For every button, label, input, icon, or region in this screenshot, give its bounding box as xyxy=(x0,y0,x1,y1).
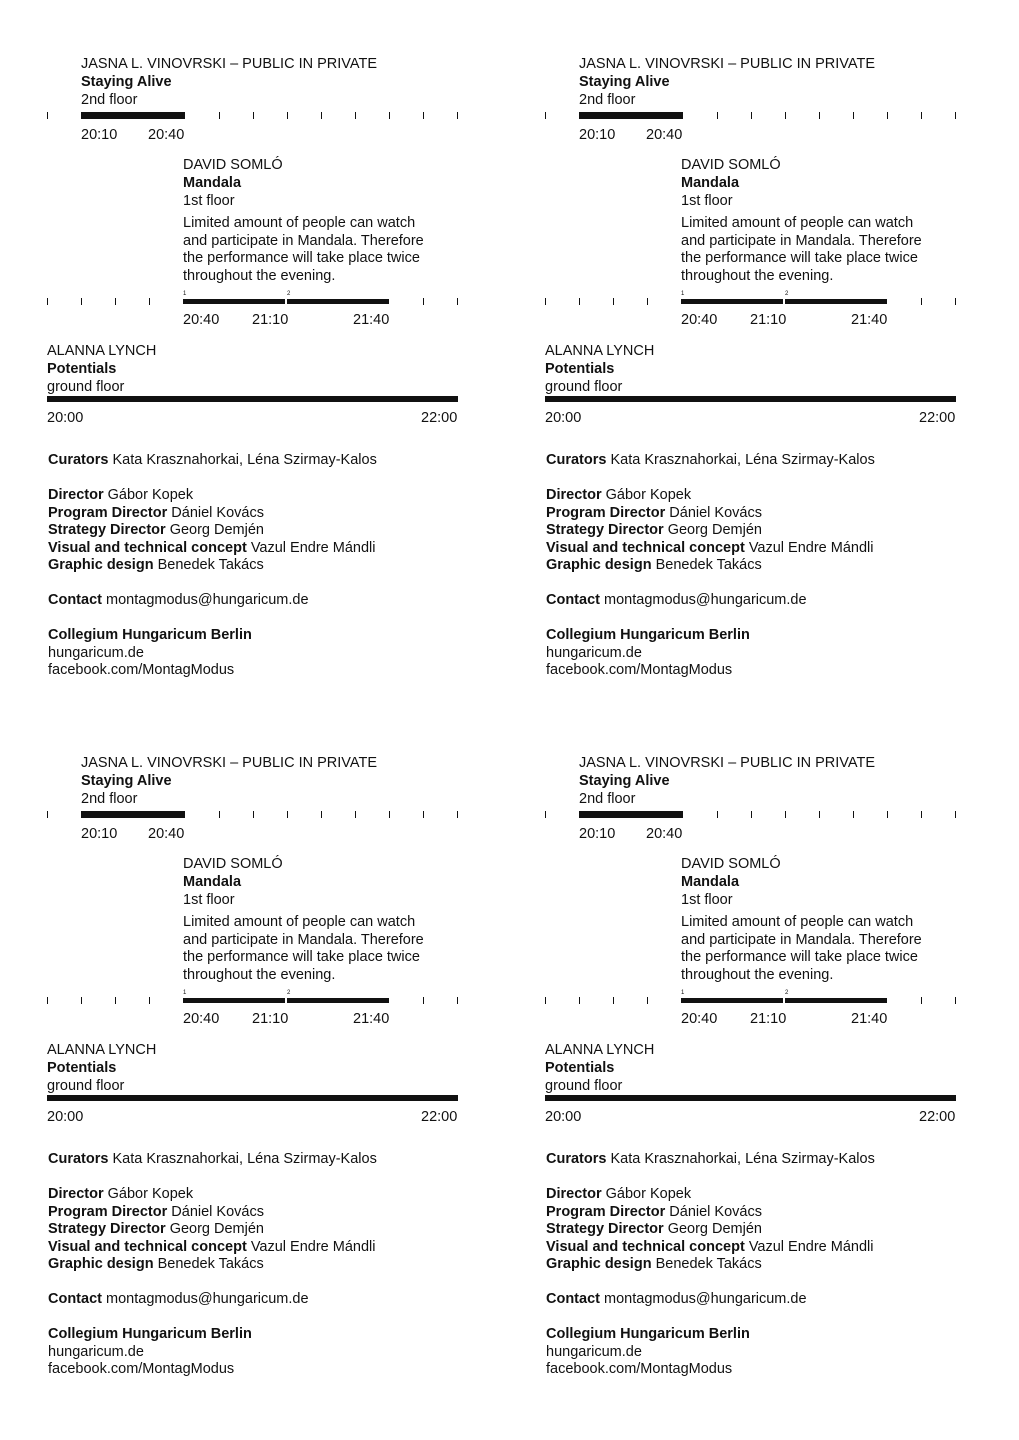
credit-strategy-director: Strategy Director Georg Demjén xyxy=(48,522,264,539)
jasna-title: Staying Alive xyxy=(579,773,670,789)
credit-program-director: Program Director Dániel Kovács xyxy=(48,504,264,521)
jasna-start-time: 20:10 xyxy=(579,826,616,842)
alanna-title: Potentials xyxy=(47,1060,117,1076)
jasna-floor: 2nd floor xyxy=(579,791,636,807)
david-artist: DAVID SOMLÓ xyxy=(681,157,781,173)
credit-contact: Contact montagmodus@hungaricum.de xyxy=(48,1291,309,1307)
credit-visual-concept: Visual and technical concept Vazul Endre Mándli xyxy=(48,1238,376,1255)
jasna-floor: 2nd floor xyxy=(81,92,138,108)
alanna-title: Potentials xyxy=(47,361,117,377)
jasna-start-time: 20:10 xyxy=(81,127,118,143)
david-title: Mandala xyxy=(681,874,740,890)
jasna-title: Staying Alive xyxy=(81,773,172,789)
david-session-1-label: 1 xyxy=(183,291,187,297)
alanna-end-time: 22:00 xyxy=(421,1109,458,1125)
credit-graphic-design: Graphic design Benedek Takács xyxy=(48,557,264,574)
david-artist: DAVID SOMLÓ xyxy=(681,856,781,872)
institution-website[interactable]: hungaricum.de xyxy=(48,1343,144,1360)
david-time-3: 21:40 xyxy=(851,1011,888,1027)
credit-curators: Curators Kata Krasznahorkai, Léna Szirmay-Kalos xyxy=(48,1151,377,1167)
david-session-2-label: 2 xyxy=(287,990,291,996)
institution-name: Collegium Hungaricum Berlin xyxy=(546,1326,750,1342)
institution-facebook[interactable]: facebook.com/MontagModus xyxy=(546,1361,733,1378)
credit-strategy-director: Strategy Director Georg Demjén xyxy=(546,522,762,539)
david-title: Mandala xyxy=(681,175,740,191)
institution-facebook[interactable]: facebook.com/MontagModus xyxy=(48,662,235,679)
alanna-start-time: 20:00 xyxy=(47,1109,84,1125)
credit-contact: Contact montagmodus@hungaricum.de xyxy=(546,592,807,608)
alanna-artist: ALANNA LYNCH xyxy=(47,1042,157,1058)
alanna-end-time: 22:00 xyxy=(421,410,458,426)
david-time-2: 21:10 xyxy=(750,1011,787,1027)
jasna-floor: 2nd floor xyxy=(81,791,138,807)
david-time-3: 21:40 xyxy=(353,312,390,328)
credit-curators: Curators Kata Krasznahorkai, Léna Szirmay-Kalos xyxy=(546,452,875,468)
alanna-timeline xyxy=(47,1095,458,1101)
alanna-floor: ground floor xyxy=(47,1078,125,1094)
credit-director: Director Gábor Kopek xyxy=(48,487,194,503)
jasna-end-time: 20:40 xyxy=(148,127,185,143)
credit-director: Director Gábor Kopek xyxy=(546,487,692,503)
david-time-1: 20:40 xyxy=(183,312,220,328)
institution-facebook[interactable]: facebook.com/MontagModus xyxy=(546,662,733,679)
david-artist: DAVID SOMLÓ xyxy=(183,157,283,173)
david-floor: 1st floor xyxy=(681,892,733,908)
alanna-start-time: 20:00 xyxy=(47,410,84,426)
david-note: Limited amount of people can watch and participate in Mandala. Therefore the performance will take place twice throughout the evening. xyxy=(183,914,424,983)
david-time-3: 21:40 xyxy=(851,312,888,328)
program-card xyxy=(545,755,965,1435)
jasna-end-time: 20:40 xyxy=(646,826,683,842)
david-time-1: 20:40 xyxy=(183,1011,220,1027)
credit-curators: Curators Kata Krasznahorkai, Léna Szirmay-Kalos xyxy=(48,452,377,468)
jasna-artist: JASNA L. VINOVRSKI – PUBLIC IN PRIVATE xyxy=(81,755,377,771)
credit-strategy-director: Strategy Director Georg Demjén xyxy=(546,1221,762,1238)
david-artist: DAVID SOMLÓ xyxy=(183,856,283,872)
credit-contact: Contact montagmodus@hungaricum.de xyxy=(48,592,309,608)
alanna-start-time: 20:00 xyxy=(545,410,582,426)
jasna-artist: JASNA L. VINOVRSKI – PUBLIC IN PRIVATE xyxy=(579,56,875,72)
alanna-floor: ground floor xyxy=(47,379,125,395)
jasna-title: Staying Alive xyxy=(579,74,670,90)
alanna-end-time: 22:00 xyxy=(919,410,956,426)
david-session-1-label: 1 xyxy=(681,291,685,297)
alanna-end-time: 22:00 xyxy=(919,1109,956,1125)
alanna-floor: ground floor xyxy=(545,1078,623,1094)
institution-name: Collegium Hungaricum Berlin xyxy=(546,627,750,643)
credit-contact: Contact montagmodus@hungaricum.de xyxy=(546,1291,807,1307)
david-time-2: 21:10 xyxy=(252,1011,289,1027)
david-title: Mandala xyxy=(183,175,242,191)
david-time-3: 21:40 xyxy=(353,1011,390,1027)
credit-visual-concept: Visual and technical concept Vazul Endre Mándli xyxy=(48,539,376,556)
david-session-1-label: 1 xyxy=(183,990,187,996)
program-card xyxy=(47,56,467,736)
jasna-artist: JASNA L. VINOVRSKI – PUBLIC IN PRIVATE xyxy=(81,56,377,72)
jasna-title: Staying Alive xyxy=(81,74,172,90)
alanna-title: Potentials xyxy=(545,1060,615,1076)
jasna-artist: JASNA L. VINOVRSKI – PUBLIC IN PRIVATE xyxy=(579,755,875,771)
alanna-artist: ALANNA LYNCH xyxy=(545,343,655,359)
jasna-end-time: 20:40 xyxy=(148,826,185,842)
alanna-timeline xyxy=(545,396,956,402)
program-card xyxy=(47,755,467,1435)
david-session-2-label: 2 xyxy=(287,291,291,297)
david-time-1: 20:40 xyxy=(681,1011,718,1027)
credit-curators: Curators Kata Krasznahorkai, Léna Szirmay-Kalos xyxy=(546,1151,875,1167)
alanna-start-time: 20:00 xyxy=(545,1109,582,1125)
david-floor: 1st floor xyxy=(183,892,235,908)
david-session-1-label: 1 xyxy=(681,990,685,996)
alanna-timeline xyxy=(47,396,458,402)
institution-website[interactable]: hungaricum.de xyxy=(48,644,144,661)
alanna-artist: ALANNA LYNCH xyxy=(545,1042,655,1058)
alanna-artist: ALANNA LYNCH xyxy=(47,343,157,359)
jasna-end-time: 20:40 xyxy=(646,127,683,143)
david-floor: 1st floor xyxy=(183,193,235,209)
david-time-1: 20:40 xyxy=(681,312,718,328)
david-floor: 1st floor xyxy=(681,193,733,209)
institution-name: Collegium Hungaricum Berlin xyxy=(48,1326,252,1342)
credit-director: Director Gábor Kopek xyxy=(48,1186,194,1202)
institution-website[interactable]: hungaricum.de xyxy=(546,1343,642,1360)
david-session-2-label: 2 xyxy=(785,990,789,996)
alanna-floor: ground floor xyxy=(545,379,623,395)
david-session-2-label: 2 xyxy=(785,291,789,297)
jasna-start-time: 20:10 xyxy=(81,826,118,842)
jasna-start-time: 20:10 xyxy=(579,127,616,143)
credit-program-director: Program Director Dániel Kovács xyxy=(546,1203,762,1220)
credit-visual-concept: Visual and technical concept Vazul Endre Mándli xyxy=(546,539,874,556)
credit-program-director: Program Director Dániel Kovács xyxy=(48,1203,264,1220)
david-note: Limited amount of people can watch and participate in Mandala. Therefore the performance will take place twice throughout the evening. xyxy=(681,215,922,284)
credit-graphic-design: Graphic design Benedek Takács xyxy=(48,1256,264,1273)
institution-facebook[interactable]: facebook.com/MontagModus xyxy=(48,1361,235,1378)
credit-graphic-design: Graphic design Benedek Takács xyxy=(546,1256,762,1273)
institution-website[interactable]: hungaricum.de xyxy=(546,644,642,661)
david-time-2: 21:10 xyxy=(750,312,787,328)
program-card xyxy=(545,56,965,736)
credit-strategy-director: Strategy Director Georg Demjén xyxy=(48,1221,264,1238)
david-title: Mandala xyxy=(183,874,242,890)
david-note: Limited amount of people can watch and participate in Mandala. Therefore the performance will take place twice throughout the evening. xyxy=(183,215,424,284)
david-note: Limited amount of people can watch and participate in Mandala. Therefore the performance will take place twice throughout the evening. xyxy=(681,914,922,983)
credit-graphic-design: Graphic design Benedek Takács xyxy=(546,557,762,574)
institution-name: Collegium Hungaricum Berlin xyxy=(48,627,252,643)
credit-program-director: Program Director Dániel Kovács xyxy=(546,504,762,521)
credit-director: Director Gábor Kopek xyxy=(546,1186,692,1202)
david-time-2: 21:10 xyxy=(252,312,289,328)
credit-visual-concept: Visual and technical concept Vazul Endre Mándli xyxy=(546,1238,874,1255)
alanna-title: Potentials xyxy=(545,361,615,377)
alanna-timeline xyxy=(545,1095,956,1101)
jasna-floor: 2nd floor xyxy=(579,92,636,108)
